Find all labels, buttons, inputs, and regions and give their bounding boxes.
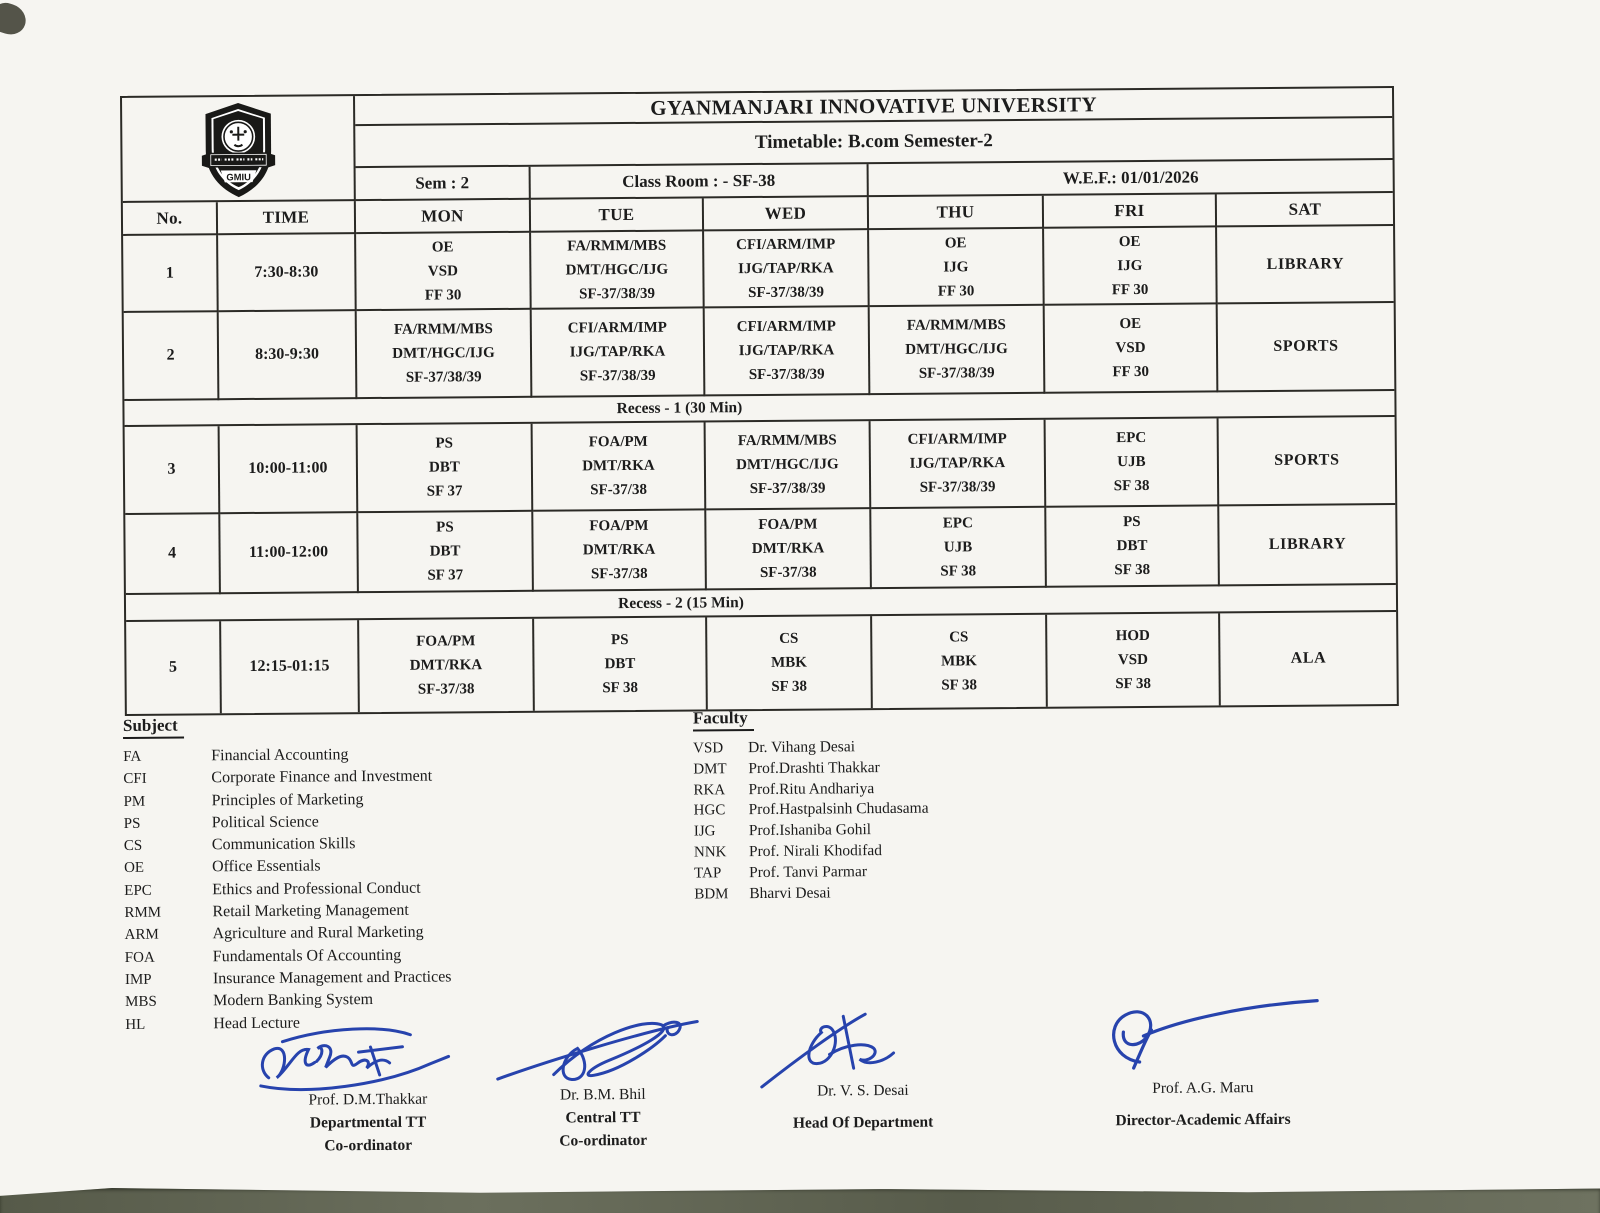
slot-3-tue: FOA/PM DMT/RKA SF-37/38 [533,422,707,511]
subject-item: HL Head Lecture [125,1014,300,1033]
row-1-no: 1 [123,235,219,313]
signature-block-director [1077,999,1328,1131]
wef-label: W.E.F.: 01/01/2026 [869,160,1393,197]
timetable-table [120,86,1399,716]
slot-3-mon: PS DBT SF 37 [358,424,534,513]
row-3-time: 10:00-11:00 [220,425,359,514]
slot-2-mon: FA/RMM/MBS DMT/HGC/IJG SF-37/38/39 [357,310,533,399]
photo-artifact-corner [0,0,30,39]
signatory-name: Dr. B.M. Bhil [559,1085,646,1104]
slot-4-mon: PS DBT SF 37 [358,512,534,593]
slot-1-sat: LIBRARY [1217,226,1394,304]
signatory-name: Dr. V. S. Desai [816,1081,909,1100]
row-2-no: 2 [124,312,220,401]
subject-legend-header: Subject [123,716,184,739]
slot-4-sat: LIBRARY [1219,505,1396,586]
slot-4-tue: FOA/PM DMT/RKA SF-37/38 [533,510,707,591]
subject-item: IMP Insurance Management and Practices [124,968,452,988]
subject-item: FA Financial Accounting [123,746,349,765]
subject-item: CFI Corporate Finance and Investment [123,767,433,788]
faculty-item: BDM Bharvi Desai [694,884,831,903]
subject-item: EPC Ethics and Professional Conduct [124,879,421,899]
faculty-item: VSD Dr. Vihang Desai [693,738,856,757]
slot-5-tue: PS DBT SF 38 [534,617,708,710]
faculty-legend [693,705,1115,905]
faculty-legend-header: Faculty [693,708,754,731]
subject-legend [123,712,665,1036]
faculty-item: NNK Prof. Nirali Khodifad [693,842,883,861]
slot-5-wed: CS MBK SF 38 [707,616,873,709]
slot-4-fri: PS DBT SF 38 [1046,506,1220,587]
subject-item: OE Office Essentials [124,857,321,877]
semester-label: Sem : 2 [356,167,531,201]
slot-1-mon: OE VSD FF 30 [356,233,532,311]
university-name: GYANMANJARI INNOVATIVE UNIVERSITY [355,88,1392,126]
timetable-document [118,85,1487,1196]
slot-3-thu: CFI/ARM/IMP IJG/TAP/RKA SF-37/38/39 [871,420,1047,509]
faculty-item: HGC Prof.Hastpalsinh Chudasama [693,800,929,819]
slot-2-tue: CFI/ARM/IMP IJG/TAP/RKA SF-37/38/39 [532,308,706,397]
signatory-role: Departmental TT [309,1113,427,1132]
col-header-sat: SAT [1217,193,1393,227]
col-header-fri: FRI [1044,194,1217,228]
row-3-no: 3 [125,426,221,515]
signatory-name: Prof. A.G. Maru [1152,1079,1254,1097]
logo-cell [122,96,356,203]
slot-1-wed: CFI/ARM/IMP IJG/TAP/RKA SF-37/38/39 [704,230,870,308]
signature-block-departmental-tt [242,1018,493,1156]
faculty-item: TAP Prof. Tanvi Parmar [694,862,868,882]
slot-3-fri: EPC UJB SF 38 [1046,418,1220,507]
faculty-item: RKA Prof.Ritu Andhariya [693,779,875,799]
slot-4-wed: FOA/PM DMT/RKA SF-37/38 [706,509,872,590]
faculty-item: DMT Prof.Drashti Thakkar [693,758,880,778]
recess-1-row: Recess - 1 (30 Min) [124,391,1394,427]
logo-acronym: GMIU [225,171,251,183]
scan-edge-shadow [0,1187,1600,1213]
slot-2-thu: FA/RMM/MBS DMT/HGC/IJG SF-37/38/39 [870,306,1046,395]
col-header-wed: WED [704,197,869,231]
signature-block-central-tt [477,1013,728,1151]
subject-item: FOA Fundamentals Of Accounting [124,946,402,966]
subject-item: PS Political Science [123,813,319,832]
row-5-no: 5 [126,621,222,714]
signature-block-hod [737,1005,988,1133]
signatory-name: Prof. D.M.Thakkar [308,1090,428,1109]
signature-image [487,1013,718,1095]
slot-2-fri: OE VSD FF 30 [1045,304,1219,393]
col-header-no: No. [123,202,218,236]
timetable-title: Timetable: B.com Semester-2 [355,118,1392,168]
signatory-role: Co-ordinator [324,1136,413,1155]
slot-3-wed: FA/RMM/MBS DMT/HGC/IJG SF-37/38/39 [706,421,872,510]
classroom-label: Class Room : - SF-38 [531,164,869,200]
row-4-time: 11:00-12:00 [220,513,359,594]
signatory-role: Central TT [565,1108,641,1127]
col-header-tue: TUE [531,198,704,232]
slot-4-thu: EPC UJB SF 38 [871,508,1047,589]
signatory-role: Director-Academic Affairs [1115,1110,1291,1130]
row-2-time: 8:30-9:30 [219,311,358,400]
slot-2-wed: CFI/ARM/IMP IJG/TAP/RKA SF-37/38/39 [705,307,871,396]
recess-2-row: Recess - 2 (15 Min) [126,585,1396,622]
slot-2-sat: SPORTS [1218,303,1395,392]
row-5-time: 12:15-01:15 [221,620,360,713]
subject-item: RMM Retail Marketing Management [124,901,409,922]
slot-1-fri: OE IJG FF 30 [1044,227,1218,305]
university-logo [198,101,279,201]
signatory-role: Co-ordinator [559,1131,648,1150]
subject-item: CS Communication Skills [123,835,356,855]
slot-3-sat: SPORTS [1219,417,1396,506]
signatory-role: Head Of Department [792,1113,934,1132]
subject-item: MBS Modern Banking System [125,991,374,1011]
slot-1-thu: OE IJG FF 30 [869,229,1045,307]
row-4-no: 4 [125,514,221,595]
subject-item: PM Principles of Marketing [123,790,364,810]
slot-5-sat: ALA [1290,649,1327,667]
signature-image [747,1005,978,1091]
subject-item: ARM Agriculture and Rural Marketing [124,924,424,944]
slot-5-fri: HOD VSD SF 38 [1047,613,1221,706]
col-header-thu: THU [869,196,1044,230]
slot-5-thu: CS MBK SF 38 [872,615,1048,708]
row-1-time: 7:30-8:30 [218,234,357,312]
slot-1-tue: FA/RMM/MBS DMT/HGC/IJG SF-37/38/39 [531,231,705,309]
signature-image [252,1018,483,1100]
col-header-mon: MON [356,200,531,234]
col-header-time: TIME [218,201,356,235]
faculty-item: IJG Prof.Ishaniba Gohil [693,821,872,840]
slot-5-mon: FOA/PM DMT/RKA SF-37/38 [359,619,535,712]
signature-image [1077,999,1328,1089]
